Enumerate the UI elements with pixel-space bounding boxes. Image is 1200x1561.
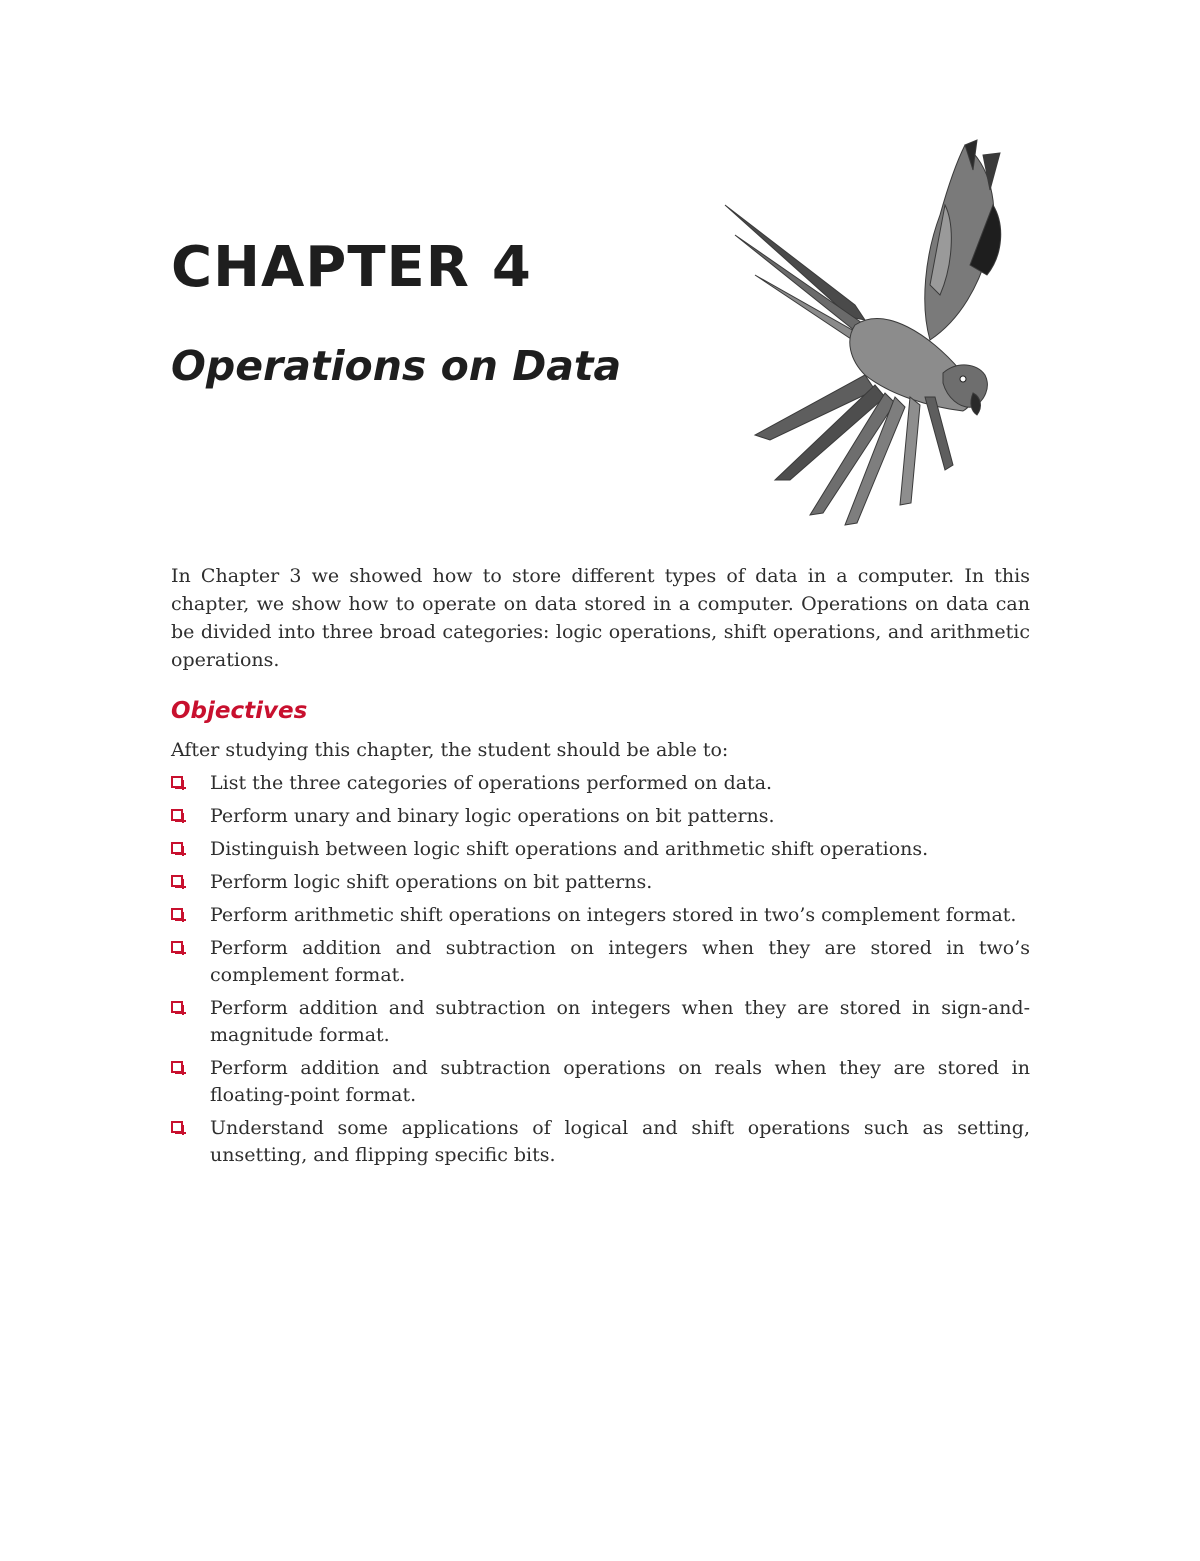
chapter-label [171,235,532,300]
checkbox-bullet-icon [171,941,183,953]
checkbox-bullet-icon [171,875,183,887]
objective-item [171,902,1030,929]
objectives-heading: Objectives [171,698,308,724]
objective-item [171,869,1030,896]
objective-text: Perform unary and binary logic operations on bit patterns. [210,805,775,827]
checkbox-bullet-icon [171,842,183,854]
checkbox-bullet-icon [171,908,183,920]
objective-item [171,770,1030,797]
checkbox-bullet-icon [171,809,183,821]
objective-item [171,1115,1030,1169]
objectives-list [171,770,1030,1175]
objective-text: Perform addition and subtraction on integers when they are stored in two’s complement format. [210,937,1030,986]
checkbox-bullet-icon [171,776,183,788]
checkbox-bullet-icon [171,1001,183,1013]
objective-item [171,836,1030,863]
chapter-number: 4 [491,235,532,300]
objective-item [171,803,1030,830]
chapter-word: CHAPTER [171,235,470,300]
objective-text: Perform addition and subtraction on integers when they are stored in sign-and-magnitude format. [210,997,1030,1046]
objective-item [171,935,1030,989]
checkbox-bullet-icon [171,1121,183,1133]
objective-text: Distinguish between logic shift operations and arithmetic shift operations. [210,838,929,860]
objective-text: List the three categories of operations performed on data. [210,772,773,794]
chapter-title: Operations on Data [171,342,622,390]
bird-illustration-icon [715,135,1055,530]
objective-text: Perform addition and subtraction operations on reals when they are stored in floating-point format. [210,1057,1030,1106]
intro-paragraph: In Chapter 3 we showed how to store different types of data in a computer. In this chapter, we show how to operate on data stored in a computer. Operations on data can be divided into three broad categories: logic operations, shift operations, and arithmetic operations. [171,565,1030,671]
objectives-lead: After studying this chapter, the student should be able to: [171,739,729,761]
objective-text: Perform logic shift operations on bit patterns. [210,871,653,893]
checkbox-bullet-icon [171,1061,183,1073]
objective-text: Perform arithmetic shift operations on integers stored in two’s complement format. [210,904,1017,926]
objective-text: Understand some applications of logical and shift operations such as setting, unsetting, and flipping specific bits. [210,1117,1030,1166]
objective-item [171,995,1030,1049]
objective-item [171,1055,1030,1109]
